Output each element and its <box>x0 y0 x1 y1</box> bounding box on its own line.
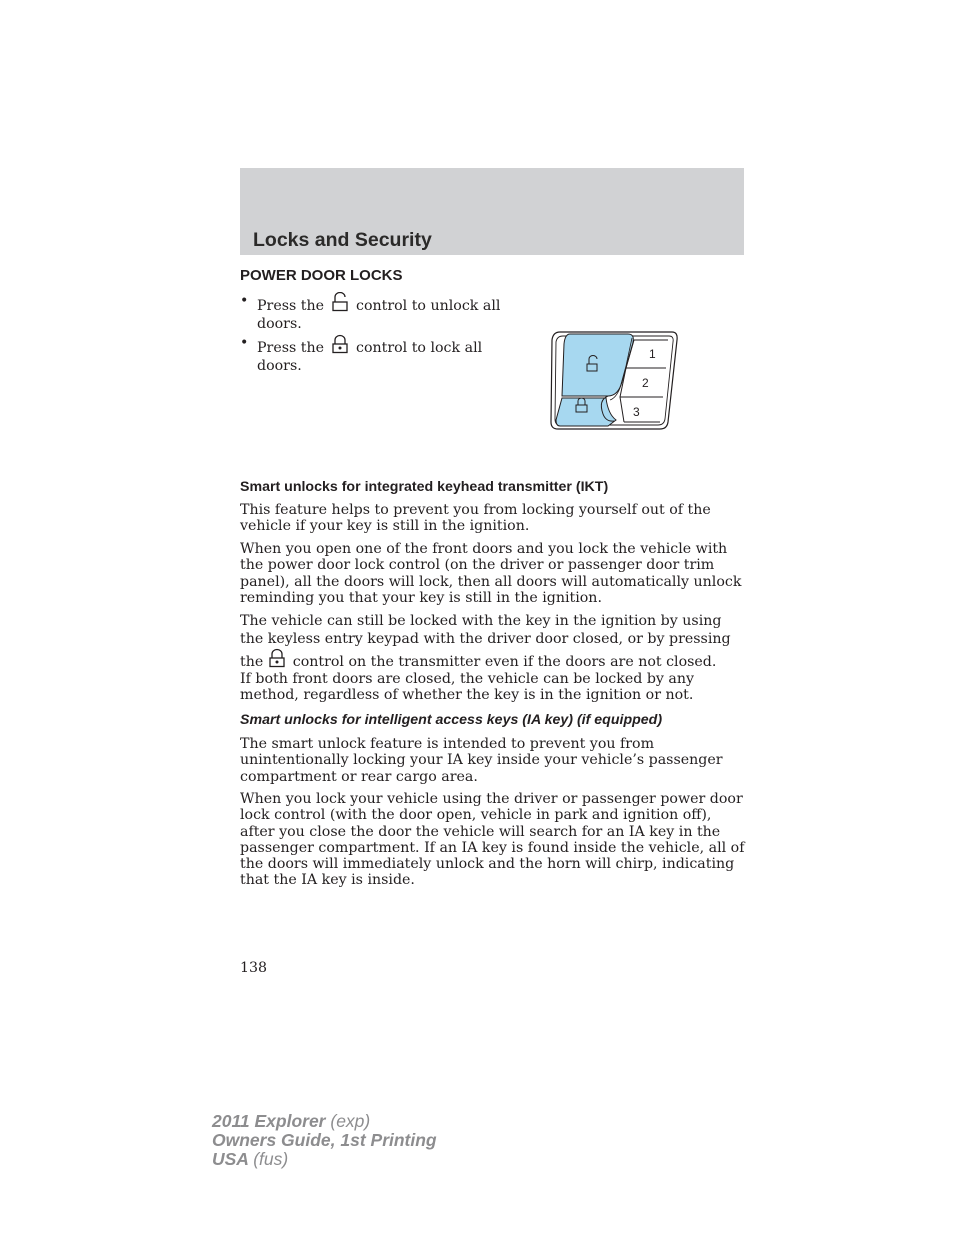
page-number: 138 <box>240 960 268 976</box>
footer-line: Owners Guide, 1st Printing <box>212 1130 437 1150</box>
key-label-2: 2 <box>642 376 649 390</box>
page-title: Locks and Security <box>253 229 432 251</box>
lock-icon <box>329 334 351 352</box>
unlock-icon <box>329 292 351 310</box>
section-header-band <box>240 168 744 255</box>
bullet-dot: • <box>240 335 249 351</box>
paragraph: This feature helps to prevent you from locking yourself out of the vehicle if your key is still in the ignition. <box>240 502 711 535</box>
paragraph: The smart unlock feature is intended to prevent you from unintentionally locking your IA key inside your vehicle’s passenger compartment or rear cargo area. <box>240 736 723 785</box>
paragraph-with-icon: The vehicle can still be locked with the key in the ignition by using the keyless entry keypad with the driver door closed, or by pressing the control on the transmitter even if the doors are not closed. <box>240 613 731 670</box>
subsection-heading-ikt: Smart unlocks for integrated keyhead transmitter (IKT) <box>240 479 609 495</box>
paragraph: When you lock your vehicle using the driver or passenger power door lock control (with the door open, vehicle in park and ignition off), after you close the door the vehicle will search for an IA key in the passenger compartment. If an IA key is found inside the vehicle, all of the doors will immediately unlock and the horn will chirp, indicating that the IA key is inside. <box>240 791 745 889</box>
bullet-dot: • <box>240 293 249 309</box>
bullet-unlock <box>240 292 510 333</box>
section-heading: POWER DOOR LOCKS <box>240 267 403 284</box>
subsection-heading-ia-key: Smart unlocks for intelligent access keys (IA key) (if equipped) <box>240 712 663 728</box>
document-footer <box>212 1112 437 1169</box>
door-lock-switch-illustration <box>548 326 680 432</box>
footer-line: 2011 Explorer (exp) <box>212 1111 371 1131</box>
key-label-1: 1 <box>649 347 656 361</box>
bullet-lock <box>240 334 510 375</box>
bullet-text: Press the control to lock all doors. <box>257 334 510 375</box>
paragraph: If both front doors are closed, the vehicle can be locked by any method, regardless of whether the key is in the ignition or not. <box>240 671 695 704</box>
lock-icon <box>266 648 288 666</box>
paragraph: When you open one of the front doors and you lock the vehicle with the power door lock control (on the driver or passenger door trim panel), all the doors will lock, then all doors will automatically unlock reminding you that your key is still in the ignition. <box>240 541 742 606</box>
key-label-3: 3 <box>633 405 640 419</box>
bullet-text: Press the control to unlock all doors. <box>257 292 510 333</box>
footer-line: USA (fus) <box>212 1149 289 1169</box>
